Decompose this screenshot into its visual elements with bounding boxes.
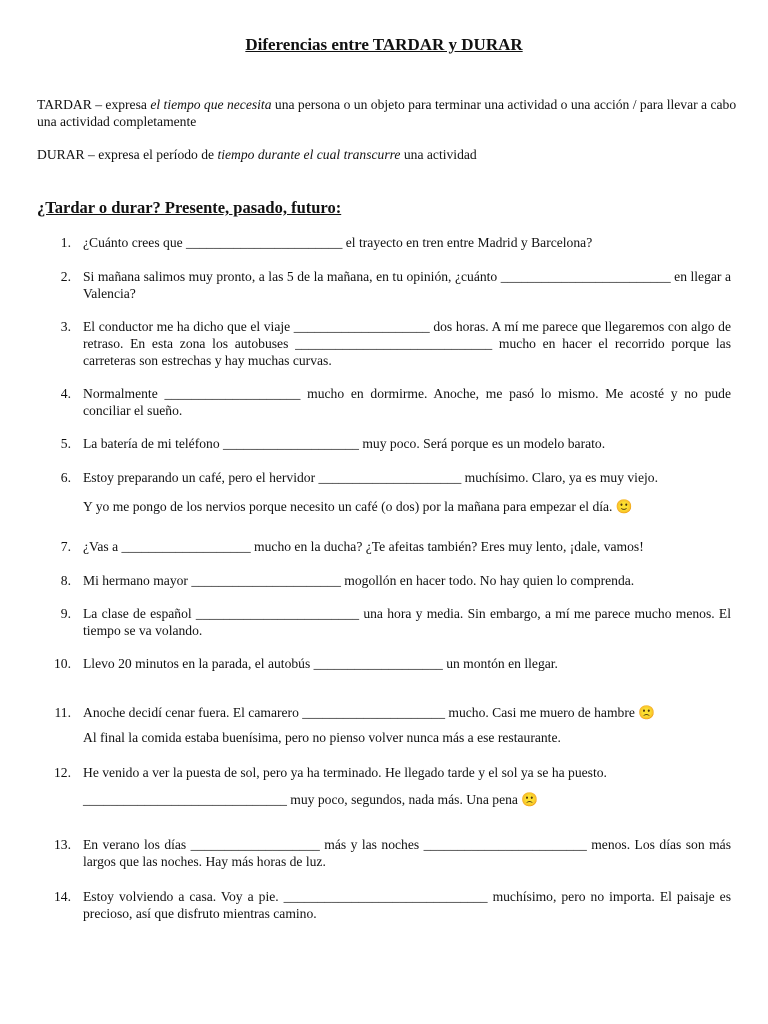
item-text: Mi hermano mayor ______________________ mogollón en hacer todo. No hay quien lo comprenda.: [83, 573, 635, 588]
item-text: Estoy preparando un café, pero el hervidor _____________________ muchísimo. Claro, ya es muy viejo.: [83, 470, 658, 485]
item-text: En verano los días ___________________ más y las noches ________________________ menos. Los días son más largos que las noches. Hay más horas de luz.: [83, 837, 731, 869]
item-text: Anoche decidí cenar fuera. El camarero _____________________ mucho. Casi me muero de hambre 🙁: [83, 705, 656, 720]
definition-text: una persona o un objeto para terminar una actividad o una acción / para llevar a cabo una actividad completamente: [37, 97, 737, 129]
item-text: El conductor me ha dicho que el viaje ____________________ dos horas. A mí me parece que llegaremos con algo de retraso. En esta zona los autobuses _____________________________ mucho en hacer el recorrido porque las carreteras son estrechas y hay muchas curvas.: [83, 319, 731, 368]
item-text: Estoy volviendo a casa. Voy a pie. ______________________________ muchísimo, pero no importa. El paisaje es precioso, así que disfruto mientras camino.: [83, 889, 731, 921]
item-number: 1.: [60, 235, 71, 250]
item-text-continued: Y yo me pongo de los nervios porque necesito un café (o dos) por la mañana para empezar el día. 🙂: [83, 499, 633, 514]
definition-emphasis: el tiempo que necesita: [150, 97, 272, 112]
item-text: ¿Vas a ___________________ mucho en la ducha? ¿Te afeitas también? Eres muy lento, ¡dale, vamos!: [83, 539, 644, 554]
item-number: 5.: [60, 436, 71, 451]
item-number: 7.: [60, 539, 71, 554]
item-text: Normalmente ____________________ mucho en dormirme. Anoche, me pasó lo mismo. Me acosté y no pude conciliar el sueño.: [83, 386, 731, 418]
definition-term: TARDAR: [37, 97, 92, 112]
item-text: ¿Cuánto crees que _______________________ el trayecto en tren entre Madrid y Barcelona?: [83, 235, 593, 250]
item-number: 9.: [60, 606, 71, 621]
item-number: 11.: [54, 705, 71, 720]
item-text: Llevo 20 minutos en la parada, el autobús ___________________ un montón en llegar.: [83, 656, 558, 671]
item-number: 14.: [54, 889, 71, 904]
item-text: Si mañana salimos muy pronto, a las 5 de la mañana, en tu opinión, ¿cuánto _________________________ en llegar a Valencia?: [83, 269, 731, 301]
exercise-title: ¿Tardar o durar? Presente, pasado, futuro:: [37, 198, 342, 217]
definition-tardar: [37, 96, 737, 130]
item-number: 3.: [60, 319, 71, 334]
definition-term: DURAR: [37, 147, 85, 162]
item-text-continued: ______________________________ muy poco, segundos, nada más. Una pena 🙁: [83, 792, 539, 807]
item-text: La clase de español ________________________ una hora y media. Sin embargo, a mí me parece mucho menos. El tiempo se va volando.: [83, 606, 731, 638]
item-text: He venido a ver la puesta de sol, pero ya ha terminado. He llegado tarde y el sol ya se ha puesto.: [83, 765, 607, 780]
definition-durar: [37, 146, 737, 163]
item-number: 4.: [60, 386, 71, 401]
definition-emphasis: tiempo durante el cual transcurre: [217, 147, 401, 162]
item-text-continued: Al final la comida estaba buenísima, pero no pienso volver nunca más a ese restaurante.: [83, 730, 561, 745]
item-text: La batería de mi teléfono ____________________ muy poco. Será porque es un modelo barato.: [83, 436, 606, 451]
definition-text: – expresa el período de: [84, 147, 218, 162]
item-number: 12.: [54, 765, 71, 780]
item-number: 13.: [54, 837, 71, 852]
item-number: 10.: [54, 656, 71, 671]
item-number: 8.: [60, 573, 71, 588]
item-number: 6.: [60, 470, 71, 485]
definition-text: – expresa: [91, 97, 151, 112]
definition-text: una actividad: [400, 147, 477, 162]
page-title: Diferencias entre TARDAR y DURAR: [245, 35, 523, 54]
item-number: 2.: [60, 269, 71, 284]
